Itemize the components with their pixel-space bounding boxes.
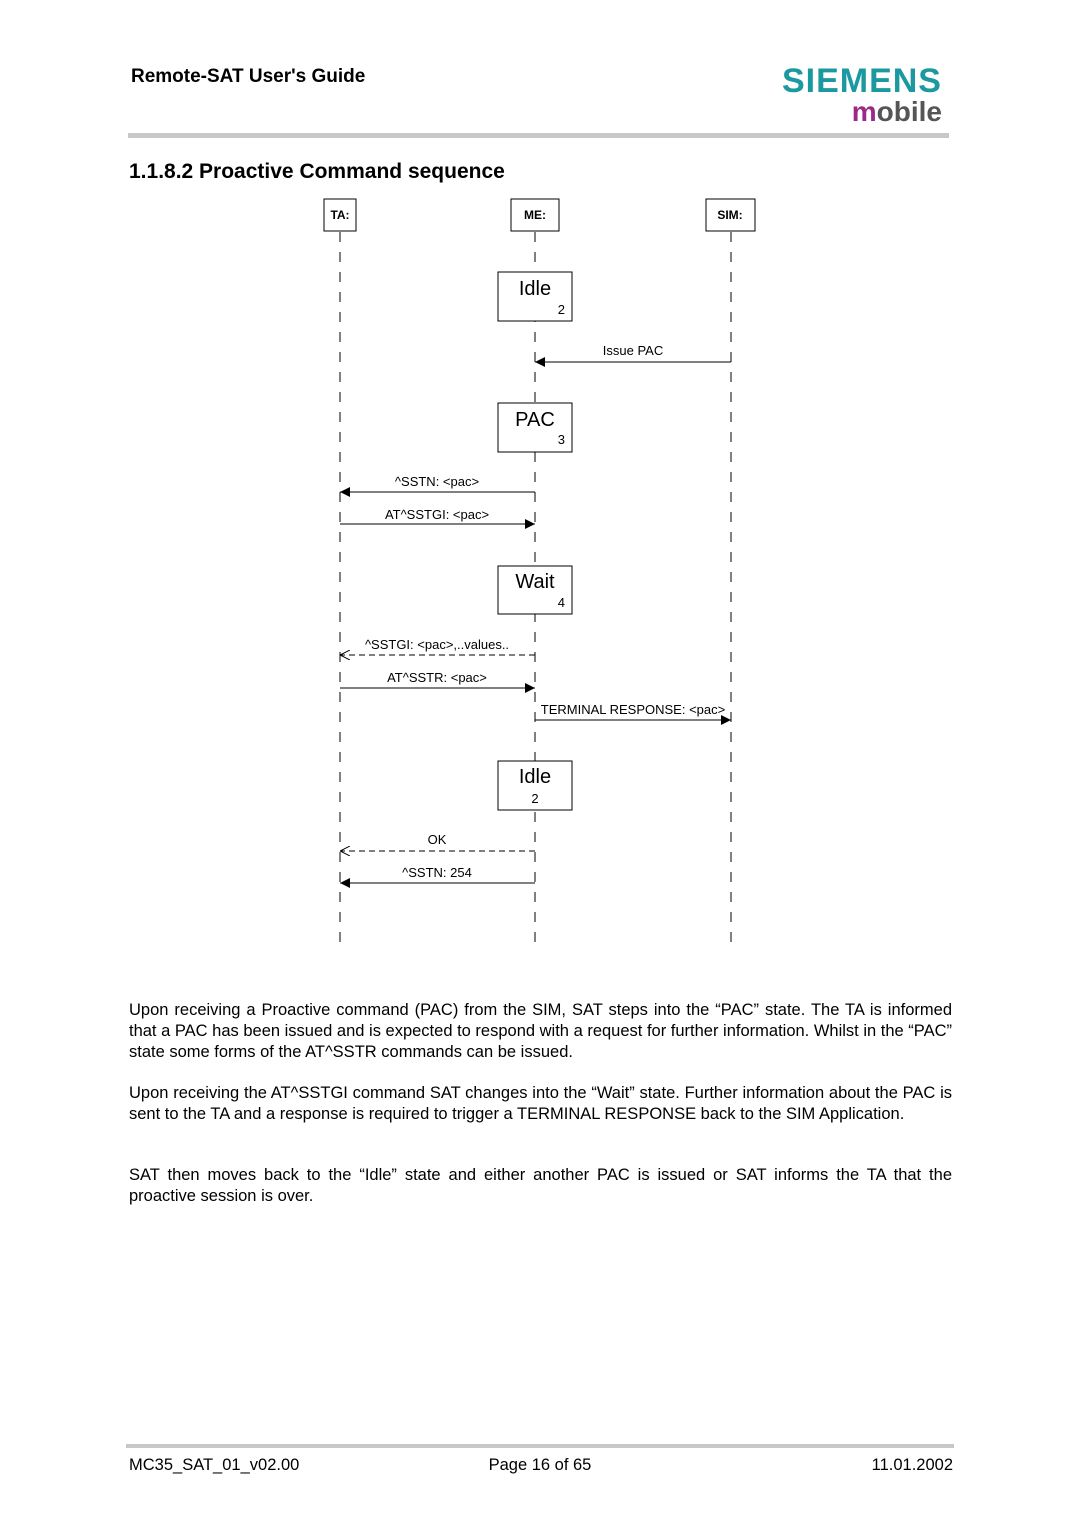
body-paragraph: Upon receiving the AT^SSTGI command SAT changes into the “Wait” state. Further information about the PAC is sent to the TA and a response is required to trigger a TERMINAL RESPONSE back to the SIM Application. <box>129 1084 952 1123</box>
state-name: Wait <box>515 571 555 593</box>
message-sstn-254 <box>340 865 535 883</box>
lifeline-head-me <box>511 199 559 231</box>
footer-rule <box>126 1444 954 1448</box>
state-box-wait <box>498 566 572 614</box>
message-at-sstgi-pac <box>340 507 535 524</box>
message-label: OK <box>427 832 447 847</box>
message-label: ^SSTGI: <pac>,..values.. <box>364 637 510 652</box>
state-name: PAC <box>515 409 555 431</box>
message-label: AT^SSTGI: <pac> <box>384 507 490 522</box>
lifeline-head-ta <box>324 199 356 231</box>
message-label: ^SSTN: <pac> <box>394 474 480 489</box>
state-box-pac <box>498 403 572 452</box>
lifeline-label-me: ME: <box>524 208 546 222</box>
body-paragraph: SAT then moves back to the “Idle” state and either another PAC is issued or SAT informs the TA that the proactive session is over. <box>129 1166 952 1205</box>
state-number: 4 <box>557 595 565 610</box>
state-box-idle-final <box>498 761 572 810</box>
lifeline-head-sim <box>706 199 755 231</box>
state-name: Idle <box>518 278 552 300</box>
state-box-idle <box>498 272 572 321</box>
lifeline-label-ta: TA: <box>330 208 350 222</box>
body-paragraph: Upon receiving a Proactive command (PAC) from the SIM, SAT steps into the “PAC” state. The TA is informed that a PAC has been issued and is expected to respond with a request for further information. Whilst in the “PAC” state some forms of the AT^SSTR commands can be issued. <box>129 1001 952 1061</box>
section-heading: 1.1.8.2 Proactive Command sequence <box>129 160 505 183</box>
footer-date: 11.01.2002 <box>871 1456 953 1474</box>
footer-doc-id: MC35_SAT_01_v02.00 <box>129 1456 300 1474</box>
message-sstn-pac <box>340 474 535 492</box>
state-name: Idle <box>518 766 552 788</box>
message-label: TERMINAL RESPONSE: <pac> <box>540 702 726 717</box>
message-sstgi-values <box>340 637 535 655</box>
document-title: Remote-SAT User's Guide <box>131 66 366 87</box>
logo-sub-m: m <box>851 96 877 127</box>
footer-page-number: Page 16 of 65 <box>488 1456 592 1474</box>
message-label: ^SSTN: 254 <box>402 865 472 880</box>
message-label: Issue PAC <box>602 343 664 358</box>
state-number: 2 <box>531 791 539 806</box>
message-issue-pac <box>535 343 731 362</box>
logo-sub-rest: obile <box>876 96 942 127</box>
message-ok <box>340 832 535 851</box>
logo-brand: SIEMENS <box>781 62 942 100</box>
message-at-sstr-pac <box>340 670 535 688</box>
state-number: 2 <box>557 302 565 317</box>
message-terminal-response <box>535 702 731 720</box>
lifeline-label-sim: SIM: <box>717 208 743 222</box>
state-number: 3 <box>557 432 565 447</box>
message-label: AT^SSTR: <pac> <box>387 670 487 685</box>
